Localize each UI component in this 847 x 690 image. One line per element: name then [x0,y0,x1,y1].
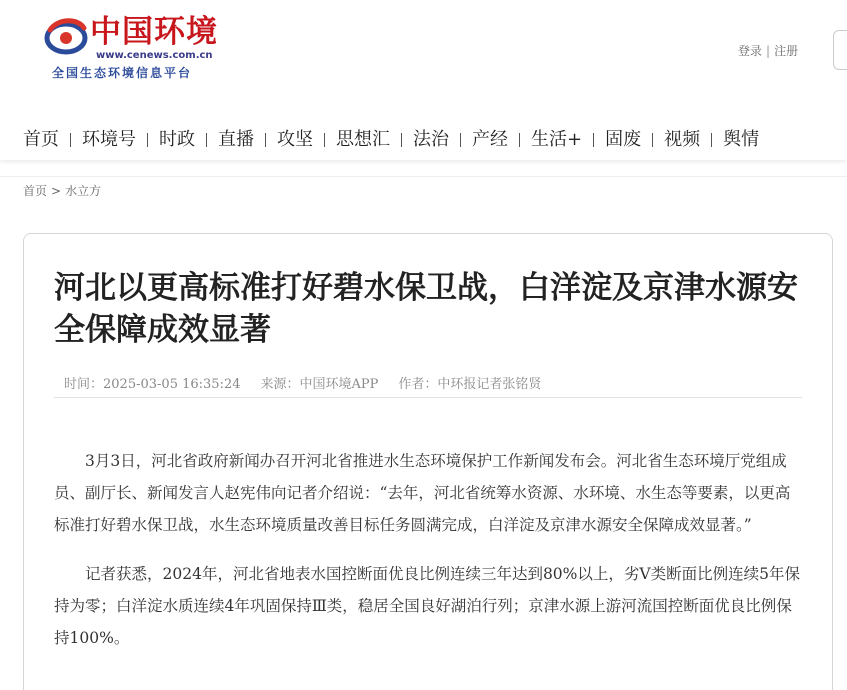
article-card [23,233,833,690]
meta-author-label: 作者： [398,377,438,392]
article-paragraph: 记者获悉，2024年，河北省地表水国控断面优良比例连续三年达到80%以上，劣Ⅴ类断面比例连续5年保持为零；白洋淀水质连续4年巩固保持Ⅲ类，稳居全国良好湖泊行列；京津水源上游河流国控断面优良比例保持100%。 [54,565,800,647]
nav-item[interactable]: 直播 [218,129,254,150]
logo-slogan: 全国生态环境信息平台 [52,66,193,80]
site-header [0,0,847,100]
nav-item[interactable]: 攻坚 [277,129,313,150]
nav-item[interactable]: 环境号 [82,129,136,150]
search-input[interactable] [833,30,847,70]
nav-list [0,120,770,160]
article-meta [64,373,541,392]
login-link[interactable]: 登录 [738,44,763,58]
auth-links [738,42,798,59]
meta-divider [54,397,802,398]
logo-name: 中国环境 [90,14,218,50]
main-nav [0,120,847,160]
meta-author: 中环报记者张铭贤 [437,377,542,392]
site-logo[interactable] [44,12,244,82]
breadcrumb-home[interactable]: 首页 [23,184,48,198]
nav-item[interactable]: 首页 [23,129,59,150]
breadcrumb [23,182,101,199]
logo-url: www.cenews.com.cn [96,50,213,61]
nav-item[interactable]: 生活+ [531,129,583,150]
header-divider [0,176,847,177]
article-body [54,445,802,671]
nav-item[interactable]: 固废 [605,129,642,150]
auth-separator: | [766,44,771,58]
logo-mark-icon [44,16,88,56]
nav-item[interactable]: 产经 [472,129,508,150]
article-paragraph: 3月3日，河北省政府新闻办召开河北省推进水生态环境保护工作新闻发布会。河北省生态环境厅党组成员、副厅长、新闻发言人赵宪伟向记者介绍说：“去年，河北省统筹水资源、水环境、水生态等要素，以更高标准打好碧水保卫战，水生态环境质量改善目标任务圆满完成，白洋淀及京津水源安全保障成效显著。” [54,452,791,534]
nav-item[interactable]: 时政 [159,129,195,150]
meta-time-label: 时间： [64,377,104,392]
meta-source: 中国环境APP [299,377,379,392]
nav-item[interactable]: 法治 [413,129,449,150]
meta-time: 2025-03-05 16:35:24 [103,377,241,392]
nav-item[interactable]: 舆情 [723,129,760,150]
meta-source-label: 来源： [260,377,300,392]
breadcrumb-separator: > [51,184,62,198]
nav-item[interactable]: 思想汇 [336,129,390,150]
register-link[interactable]: 注册 [774,44,799,58]
article-title: 河北以更高标准打好碧水保卫战，白洋淀及京津水源安全保障成效显著 [54,270,798,348]
breadcrumb-current[interactable]: 水立方 [65,184,102,198]
nav-item[interactable]: 视频 [664,129,701,150]
